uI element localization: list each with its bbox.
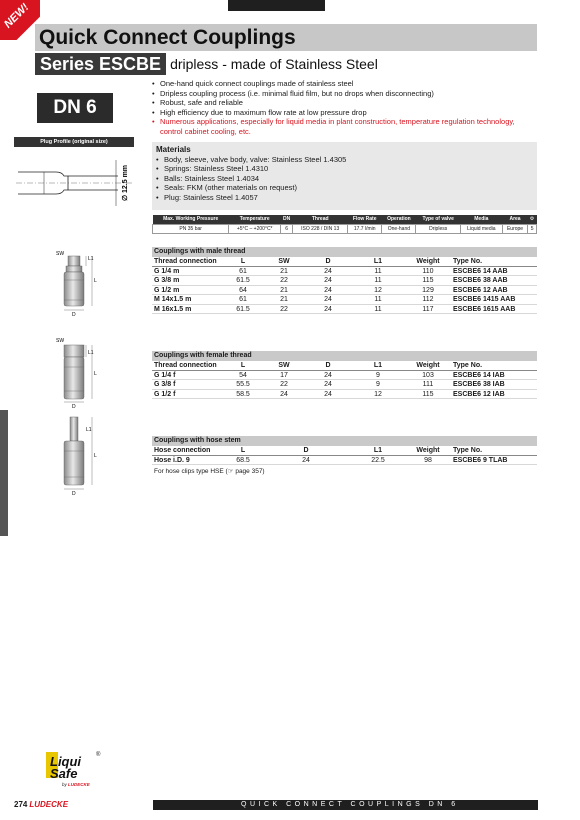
cell: 22 xyxy=(280,381,288,388)
cell: ESCBE6 12 AAB xyxy=(453,286,508,294)
gear-icon: ⚙ xyxy=(528,215,537,224)
spec-header: Media xyxy=(460,215,502,224)
footer-brand: LUDECKE xyxy=(29,800,69,809)
cell: 98 xyxy=(424,456,432,464)
spec-header: Thread xyxy=(293,215,348,224)
footer-page xyxy=(14,800,68,809)
new-badge-label: NEW! xyxy=(2,1,32,31)
cell: ESCBE6 38 IAB xyxy=(453,381,505,388)
cell: 64 xyxy=(239,286,247,294)
table-row xyxy=(152,276,537,286)
cell: 24 xyxy=(324,305,332,313)
female-heading: Couplings with female thread xyxy=(152,351,537,361)
side-tab xyxy=(0,410,8,536)
spec-header: Flow Rate xyxy=(348,215,382,224)
liquisafe-logo xyxy=(44,752,106,792)
materials-heading: Materials xyxy=(156,145,191,154)
cell: 21 xyxy=(280,267,288,275)
spec-header: Type of valve xyxy=(416,215,460,224)
cell: ESCBE6 38 AAB xyxy=(453,277,508,284)
title-bar xyxy=(35,24,537,51)
dim-d: D xyxy=(72,312,76,318)
col-header: Weight xyxy=(416,447,440,454)
cell: G 3/8 m xyxy=(154,277,180,284)
col-header: L xyxy=(240,258,246,265)
spec-value-row xyxy=(153,224,537,233)
col-header: Weight xyxy=(416,362,440,369)
materials-box xyxy=(152,142,537,210)
cell: G 1/2 f xyxy=(154,390,176,398)
cell: 11 xyxy=(374,267,382,275)
spec-cell: 6 xyxy=(280,224,292,233)
hose-clip-note: For hose clips type HSE (☞ page 357) xyxy=(154,468,265,475)
table-row xyxy=(152,390,537,400)
spec-header: Max. Working Pressure xyxy=(153,215,229,224)
spec-cell: PN 35 bar xyxy=(153,224,229,233)
table-row xyxy=(152,305,537,315)
cell: 117 xyxy=(422,305,434,313)
hose-stem-section xyxy=(152,436,537,475)
dim-sw: SW xyxy=(56,251,65,257)
table-row xyxy=(152,295,537,305)
plug-dimension: ∅ 12.5 mm xyxy=(122,164,129,202)
cell: M 14x1.5 m xyxy=(154,296,192,303)
spec-header: Operation xyxy=(382,215,416,224)
spec-header: Temperature xyxy=(229,215,281,224)
cell: 22 xyxy=(280,277,288,284)
spec-cell: Europe xyxy=(502,224,528,233)
cell: ESCBE6 1615 AAB xyxy=(453,305,516,313)
table-row xyxy=(152,267,537,277)
cell: 9 xyxy=(376,371,380,379)
cell: 24 xyxy=(324,277,332,284)
spec-header: DN xyxy=(280,215,292,224)
cell: G 1/4 m xyxy=(154,267,180,275)
cell: 9 xyxy=(376,381,380,388)
female-coupling-drawing xyxy=(52,335,112,411)
logo-by: by xyxy=(62,782,67,787)
cell: 24 xyxy=(280,390,288,398)
cell: 55.5 xyxy=(236,381,250,388)
table-row xyxy=(152,286,537,296)
spec-cell: Liquid media xyxy=(460,224,502,233)
col-header: L1 xyxy=(373,258,383,265)
cell: 61 xyxy=(239,296,247,303)
cell: G 3/8 f xyxy=(154,381,176,388)
dim-l: L xyxy=(94,371,97,377)
feature-list xyxy=(152,79,537,136)
material-item: • Balls: Stainless Steel 1.4034 xyxy=(156,174,533,184)
male-header-row xyxy=(152,257,537,267)
dn-label: DN 6 xyxy=(37,93,113,123)
feature-item: • Robust, safe and reliable xyxy=(152,98,537,108)
new-badge xyxy=(0,0,40,40)
spec-header-row xyxy=(153,215,537,224)
spec-cell: One-hand xyxy=(382,224,416,233)
dim-l1: L1 xyxy=(88,350,94,356)
material-item: • Body, sleeve, valve body, valve: Stainless Steel 1.4305 xyxy=(156,155,533,165)
spec-cell: ISO 228 / DIN 13 xyxy=(293,224,348,233)
cell: ESCBE6 12 IAB xyxy=(453,390,505,398)
spec-table xyxy=(152,215,537,234)
col-header: L xyxy=(240,447,246,454)
cell: 21 xyxy=(280,286,288,294)
col-header: Type No. xyxy=(453,258,483,265)
cell: 61.5 xyxy=(236,277,250,284)
series-row xyxy=(35,53,378,75)
col-header: Type No. xyxy=(453,447,483,454)
cell: 12 xyxy=(374,286,382,294)
footer-section-bar: QUICK CONNECT COUPLINGS DN 6 xyxy=(153,800,538,810)
cell: 54 xyxy=(239,371,247,379)
dim-sw: SW xyxy=(56,338,65,344)
spec-cell: Dripless xyxy=(416,224,460,233)
cell: 11 xyxy=(374,296,382,303)
dim-d: D xyxy=(72,491,76,497)
dim-l: L xyxy=(94,453,97,459)
col-header: L1 xyxy=(373,362,383,369)
cell: 110 xyxy=(422,267,434,275)
col-header: L xyxy=(240,362,246,369)
cell: Hose i.D. 9 xyxy=(154,456,190,464)
page-title: Quick Connect Couplings xyxy=(39,26,296,49)
cell: ESCBE6 14 IAB xyxy=(453,371,505,379)
female-header-row xyxy=(152,361,537,371)
cell: 24 xyxy=(324,371,332,379)
page-number: 274 xyxy=(14,800,28,809)
feature-highlight: • Numerous applications, especially for liquid media in plant construction, temperature regulation technology, control cabinet cooling, etc. xyxy=(152,117,537,136)
cell: 58.5 xyxy=(236,390,250,398)
cell: 61 xyxy=(239,267,247,275)
dim-l1: L1 xyxy=(86,427,92,433)
logo-line2: Safe xyxy=(50,766,78,781)
table-row xyxy=(152,371,537,381)
cell: 24 xyxy=(324,286,332,294)
cell: 68.5 xyxy=(236,456,250,464)
top-tab xyxy=(228,0,325,11)
plug-profile-drawing xyxy=(14,150,134,210)
dim-d: D xyxy=(72,404,76,410)
col-header: L1 xyxy=(373,447,383,454)
col-header: SW xyxy=(278,362,290,369)
cell: 103 xyxy=(422,371,434,379)
cell: 129 xyxy=(422,286,434,294)
cell: ESCBE6 14 AAB xyxy=(453,267,508,275)
cell: 22.5 xyxy=(371,456,385,464)
cell: 61.5 xyxy=(236,305,250,313)
cell: 115 xyxy=(422,390,434,398)
cell: 12 xyxy=(374,390,382,398)
material-item: • Plug: Stainless Steel 1.4057 xyxy=(156,193,533,203)
cell: 111 xyxy=(422,381,434,388)
col-header: Type No. xyxy=(453,362,483,369)
cell: 11 xyxy=(374,305,382,313)
cell: M 16x1.5 m xyxy=(154,305,192,313)
feature-item: • Dripless coupling process (i.e. minimal fluid film, but no drops when disconnecting) xyxy=(152,89,537,99)
male-thread-section xyxy=(152,247,537,314)
female-thread-section xyxy=(152,351,537,399)
cell: 24 xyxy=(324,267,332,275)
col-header: Hose connection xyxy=(154,447,211,454)
plug-profile-heading: Plug Profile (original size) xyxy=(14,137,134,147)
col-header: D xyxy=(325,258,331,265)
col-header: Thread connection xyxy=(154,362,217,369)
col-header: D xyxy=(325,362,331,369)
table-row xyxy=(152,380,537,390)
dim-l: L xyxy=(94,278,97,284)
table-row xyxy=(152,456,537,466)
cell: 17 xyxy=(280,371,288,379)
hose-heading: Couplings with hose stem xyxy=(152,436,537,446)
material-item: • Seals: FKM (other materials on request) xyxy=(156,183,533,193)
logo-line1: Liqui xyxy=(50,754,82,769)
cell: 24 xyxy=(302,456,310,464)
cell: G 1/2 m xyxy=(154,286,180,294)
spec-header: Area xyxy=(502,215,528,224)
cell: ESCBE6 9 TLAB xyxy=(453,456,508,464)
feature-item: • One-hand quick connect couplings made of stainless steel xyxy=(152,79,537,89)
hose-header-row xyxy=(152,446,537,456)
col-header: SW xyxy=(278,258,290,265)
dim-l1: L1 xyxy=(88,256,94,262)
male-coupling-drawing xyxy=(52,248,112,318)
cell: 11 xyxy=(374,277,382,284)
cell: G 1/4 f xyxy=(154,371,176,379)
spec-cell: +5°C – +200°C* xyxy=(229,224,281,233)
logo-reg: ® xyxy=(96,752,101,758)
spec-cell: 5 xyxy=(528,224,537,233)
cell: 22 xyxy=(280,305,288,313)
cell: 115 xyxy=(422,277,434,284)
series-name: Series ESCBE xyxy=(35,53,166,75)
col-header: D xyxy=(303,447,309,454)
hose-coupling-drawing xyxy=(52,415,112,500)
male-heading: Couplings with male thread xyxy=(152,247,537,257)
material-item: • Springs: Stainless Steel 1.4310 xyxy=(156,164,533,174)
feature-item: • High efficiency due to maximum flow rate at low pressure drop xyxy=(152,108,537,118)
cell: 21 xyxy=(280,296,288,303)
cell: 24 xyxy=(324,390,332,398)
cell: 112 xyxy=(422,296,434,303)
col-header: Weight xyxy=(416,258,440,265)
cell: ESCBE6 1415 AAB xyxy=(453,296,516,303)
spec-cell: 17.7 l/min xyxy=(348,224,382,233)
series-subtitle: dripless - made of Stainless Steel xyxy=(170,56,378,72)
cell: 24 xyxy=(324,381,332,388)
cell: 24 xyxy=(324,296,332,303)
col-header: Thread connection xyxy=(154,258,217,265)
logo-brand: LUDECKE xyxy=(68,782,90,787)
